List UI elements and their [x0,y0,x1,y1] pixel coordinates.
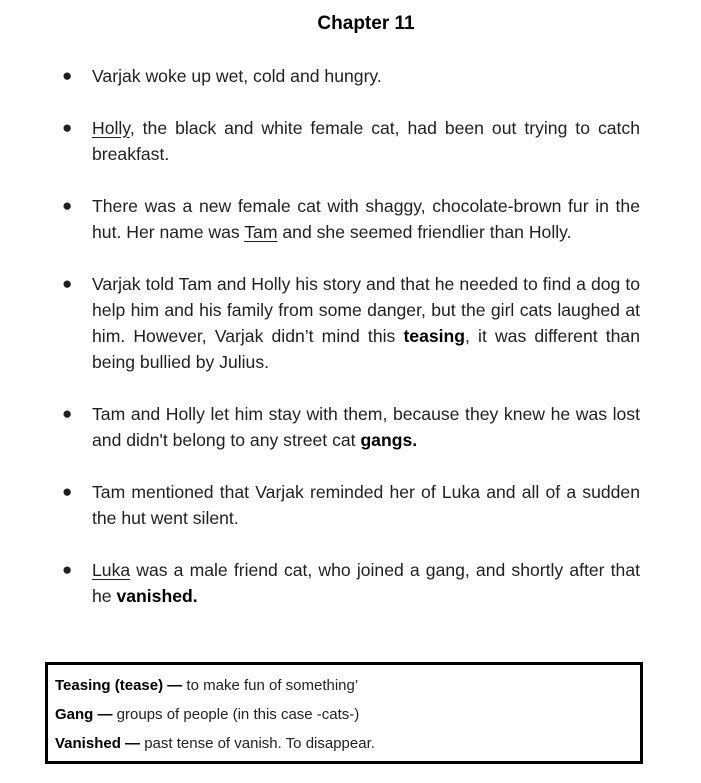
text-run: Varjak told Tam and Holly his story and that he needed to find a dog to help him and his family from some danger, but the girl cats laughed at him. However, Varjak didn’t mind this [92,274,640,346]
glossary-entry [55,733,640,762]
glossary-box [45,662,643,764]
list-item [62,401,640,453]
text-run: Varjak woke up wet, cold and hungry. [92,66,382,86]
glossary-entry [55,704,640,733]
bullet-icon: ● [62,404,73,423]
glossary-term: Gang — [55,706,113,723]
bold-term: gangs. [360,430,418,450]
list-item [62,271,640,375]
text-run: was a male friend cat, who joined a gang, and shortly after that he [92,560,640,606]
bullet-icon: ● [62,274,73,293]
underlined-name: Holly [92,118,130,138]
glossary-term: Teasing (tease) — [55,677,183,694]
list-item [62,479,640,531]
glossary-definition: groups of people (in this case -cats-) [112,706,360,723]
bold-term: teasing [403,326,466,346]
underlined-name: Luka [92,560,131,580]
list-item-text [92,401,640,453]
glossary-term: Vanished — [55,735,141,752]
list-item-text [92,115,640,167]
text-run: , the black and white female cat, had been out trying to catch breakfast. [92,118,640,164]
bullet-icon: ● [62,482,73,501]
list-item-text [92,557,640,609]
glossary-definition: past tense of vanish. To disappear. [140,735,375,752]
bullet-icon: ● [62,560,73,579]
glossary-entry [55,675,640,704]
bullet-icon: ● [62,66,73,85]
text-run: , it was different than being bullied by Julius. [92,326,640,372]
bullet-icon: ● [62,118,73,137]
text-run: Tam and Holly let him stay with them, because they knew he was lost and didn't belong to any street cat [92,404,640,450]
text-run: Tam mentioned that Varjak reminded her of Luka and all of a sudden the hut went silent. [92,482,640,528]
bold-term: vanished. [116,586,198,606]
list-item [62,63,640,89]
chapter-title: Chapter 11 [317,13,415,34]
list-item-text [92,193,640,245]
bullet-icon: ● [62,196,73,215]
list-item [62,193,640,245]
list-item [62,115,640,167]
glossary-definition: to make fun of something’ [182,677,359,694]
text-run: and she seemed friendlier than Holly. [277,222,572,242]
underlined-name: Tam [244,222,278,242]
list-item [62,557,640,609]
list-item-text [92,479,640,531]
list-item-text [92,63,640,89]
list-item-text [92,271,640,375]
text-run: There was a new female cat with shaggy, chocolate-brown fur in the hut. Her name was [92,196,640,242]
